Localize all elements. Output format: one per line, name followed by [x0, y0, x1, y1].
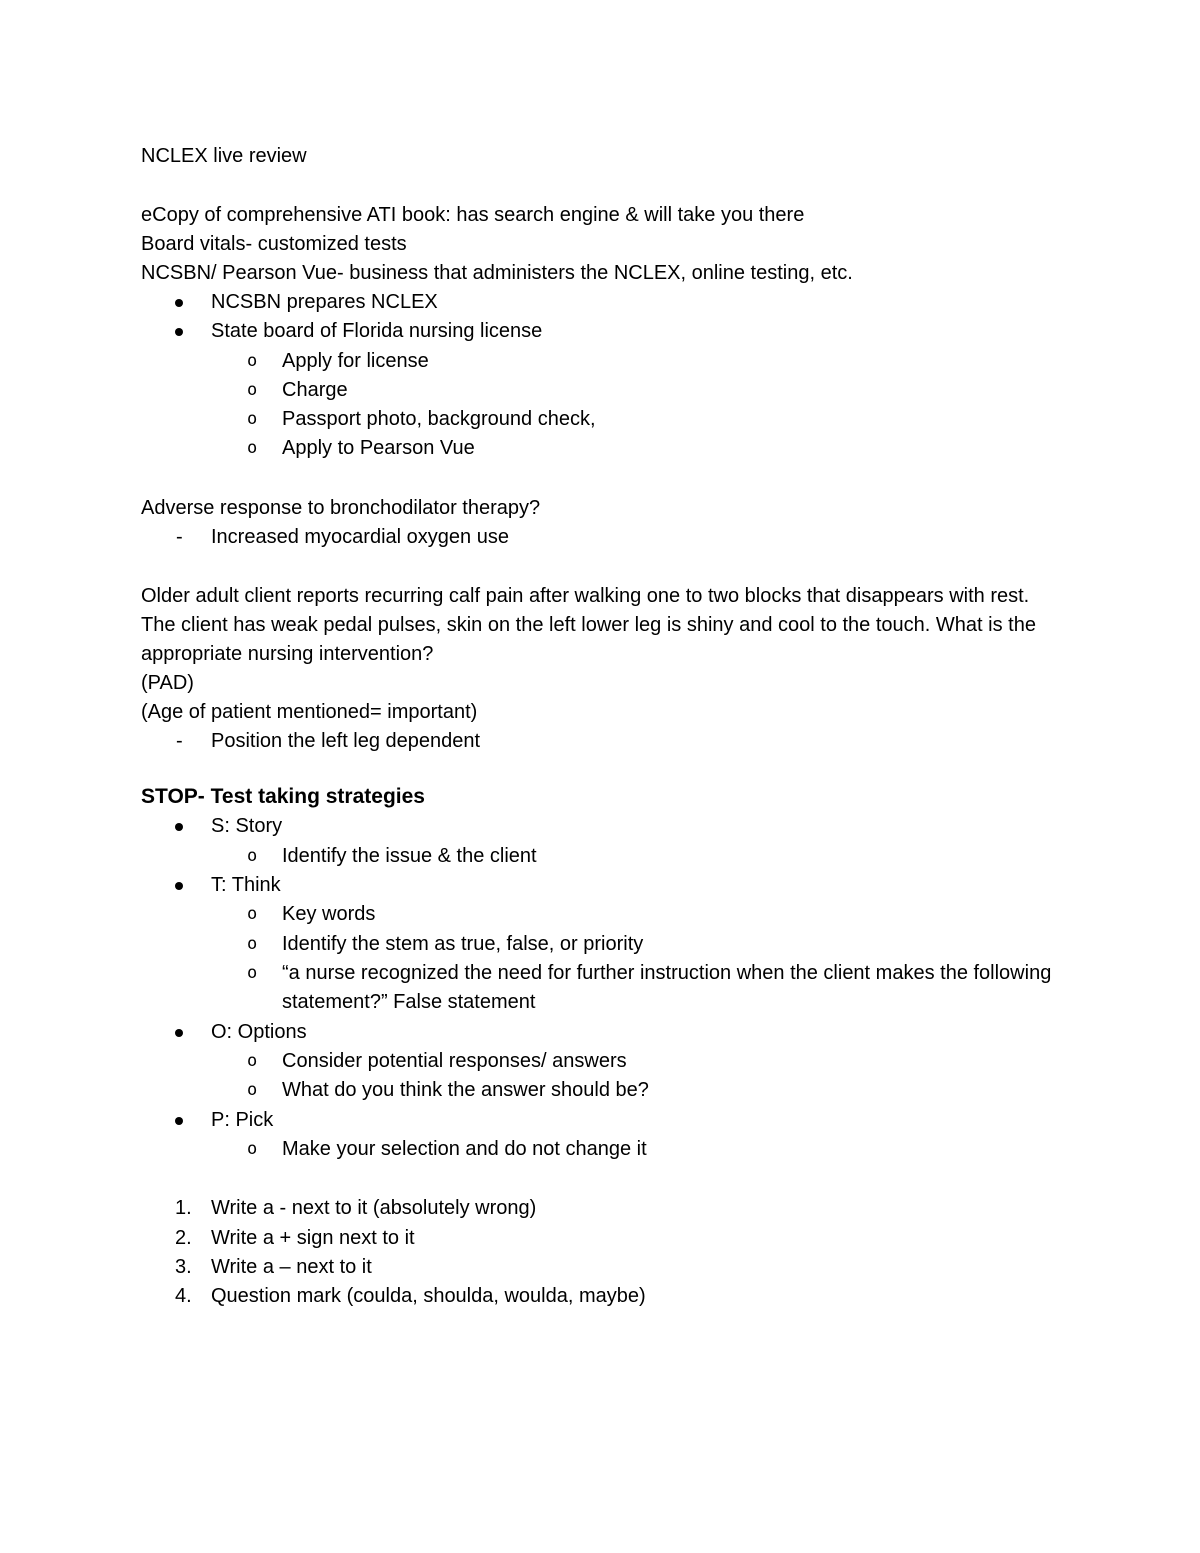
numbered-item: 2. Write a + sign next to it: [141, 1224, 1061, 1253]
circle-bullet-icon: o: [247, 845, 258, 866]
numbered-item: 3. Write a – next to it: [141, 1253, 1061, 1282]
circle-bullet-icon: o: [247, 904, 258, 925]
intro-line: Board vitals- customized tests: [141, 233, 407, 255]
list-item: o Identify the issue & the client: [141, 842, 1061, 871]
document-title: NCLEX live review: [141, 145, 307, 167]
list-item: NCSBN prepares NCLEX: [211, 291, 438, 313]
list-item: S: Story: [211, 815, 283, 838]
list-item: o Consider potential responses/ answers: [141, 1047, 1061, 1076]
circle-bullet-icon: o: [247, 438, 258, 459]
question-2-note: (PAD): [141, 672, 194, 695]
document-body: [141, 142, 1061, 1312]
intro-line: eCopy of comprehensive ATI book: has search engine & will take you there: [141, 204, 805, 226]
list-item: o Charge: [141, 376, 1061, 405]
dash-icon: -: [176, 525, 183, 548]
list-item: o Passport photo, background check,: [141, 405, 1061, 434]
numbered-item: 4. Question mark (coulda, shoulda, woulda, maybe): [141, 1282, 1061, 1311]
question-1: Adverse response to bronchodilator therapy?: [141, 496, 541, 519]
answer-1: - Increased myocardial oxygen use: [141, 523, 1061, 552]
circle-bullet-icon: o: [247, 379, 258, 400]
circle-bullet-icon: o: [247, 933, 258, 954]
list-item: o What do you think the answer should be?: [141, 1076, 1061, 1105]
list-item: T: Think: [211, 873, 281, 896]
list-item: o “a nurse recognized the need for further instruction when the client makes the following statement?” False statement: [141, 959, 1061, 1018]
list-item: State board of Florida nursing license: [211, 320, 543, 343]
intro-line: NCSBN/ Pearson Vue- business that administers the NCLEX, online testing, etc.: [141, 262, 853, 284]
list-item: P: Pick: [211, 1108, 274, 1131]
numbered-item: 1. Write a - next to it (absolutely wrong): [141, 1194, 1061, 1223]
list-item: O: Options: [211, 1020, 307, 1043]
list-item: o Apply to Pearson Vue: [141, 434, 1061, 463]
circle-bullet-icon: o: [247, 409, 258, 430]
stop-heading: STOP- Test taking strategies: [141, 785, 425, 809]
list-item: o Apply for license: [141, 347, 1061, 376]
item-number: 2.: [175, 1226, 192, 1249]
item-number: 3.: [175, 1255, 192, 1278]
list-item: o Make your selection and do not change it: [141, 1135, 1061, 1164]
circle-bullet-icon: o: [247, 1139, 258, 1160]
circle-bullet-icon: o: [247, 350, 258, 371]
circle-bullet-icon: o: [247, 1051, 258, 1072]
answer-2: - Position the left leg dependent: [141, 727, 1061, 756]
dash-icon: -: [176, 730, 183, 753]
item-number: 4.: [175, 1285, 192, 1308]
question-2-note: (Age of patient mentioned= important): [141, 701, 478, 724]
question-2: Older adult client reports recurring calf pain after walking one to two blocks that disappears with rest. The client has weak pedal pulses, skin on the left lower leg is shiny and cool to the touch. What is the appropriate nursing intervention?: [141, 585, 1036, 666]
circle-bullet-icon: o: [247, 1080, 258, 1101]
list-item: o Key words: [141, 900, 1061, 929]
item-number: 1.: [175, 1197, 192, 1220]
list-item: o Identify the stem as true, false, or priority: [141, 930, 1061, 959]
circle-bullet-icon: o: [247, 962, 258, 983]
